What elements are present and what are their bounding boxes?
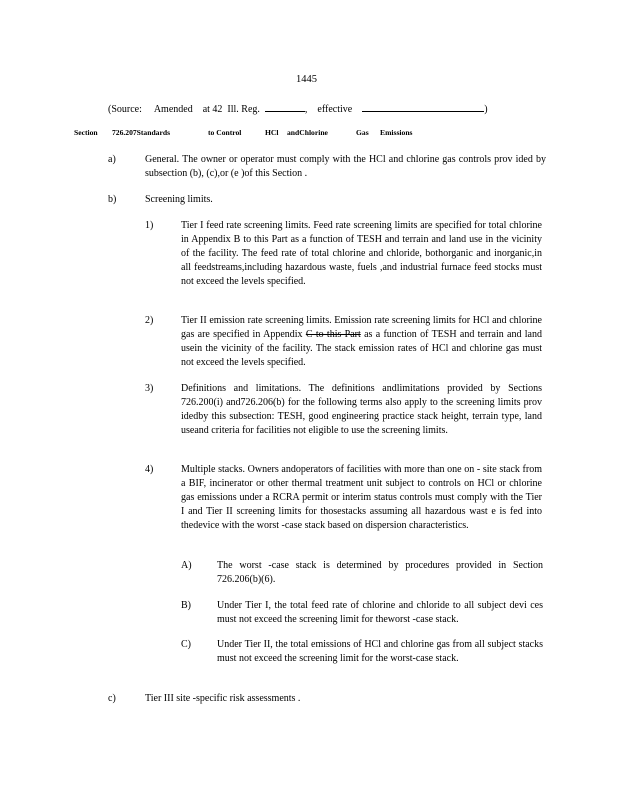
section-number-title: 726.207Standards xyxy=(112,128,171,137)
item-b4a-label: A) xyxy=(181,560,192,571)
register-blank xyxy=(265,101,305,112)
section-hcl: HCl xyxy=(265,128,279,137)
section-emissions: Emissions xyxy=(380,128,413,137)
item-a-text: General. The owner or operator must comply with the HCl and chlorine gas controls prov ided by subsection (b), (c),or (e )of this Section . xyxy=(145,154,546,179)
section-to-control: to Control xyxy=(208,128,242,137)
item-b2-text-after: as a function of TESH and terrain and land usein the vicinity of the facility. The stack emission rates of HCl and chlorine gas must not exceed the levels specified. xyxy=(181,329,542,368)
item-c-label: c) xyxy=(108,693,116,704)
effective-date-blank xyxy=(362,101,484,112)
section-word: Section xyxy=(74,128,98,137)
item-b2-text xyxy=(181,314,542,370)
source-note xyxy=(108,101,488,115)
item-b4b-text: Under Tier I, the total feed rate of chlorine and chloride to all subject devi ces must not exceed the screening limit for theworst -case stack. xyxy=(217,600,543,625)
item-b3-text: Definitions and limitations. The definitions andlimitations provided by Sections 726.200(i) and726.206(b) for the following terms also apply to the screening limits prov idedby this subsection: TESH, good engineering practice stack height, terrain type, land useand criteria for facilities not eligible to use the screening limits. xyxy=(181,383,542,436)
item-b2-text-before: Tier II emission rate screening limits. Emission rate screening limits for HCl and chlorine gas are specified in Appendix xyxy=(181,315,542,340)
item-b4a-text: The worst -case stack is determined by procedures provided in Section 726.206(b)(6). xyxy=(217,560,543,585)
section-gas: Gas xyxy=(356,128,369,137)
item-b-label: b) xyxy=(108,194,117,205)
item-b1-label: 1) xyxy=(145,220,154,231)
source-suffix: ) xyxy=(484,104,488,115)
item-b4-label: 4) xyxy=(145,464,154,475)
page-number: 1445 xyxy=(296,74,317,85)
source-prefix: (Source: Amended at 42 Ill. Reg. xyxy=(108,104,260,115)
item-b2-struck-text: C to this Part xyxy=(305,329,361,340)
item-b3-label: 3) xyxy=(145,383,154,394)
item-b4c-label: C) xyxy=(181,639,191,650)
item-c-text: Tier III site -specific risk assessments . xyxy=(145,693,301,704)
section-and-chlorine: andChlorine xyxy=(287,128,328,137)
item-a-label: a) xyxy=(108,154,116,165)
item-b-text: Screening limits. xyxy=(145,194,213,205)
item-b1-text: Tier I feed rate screening limits. Feed rate screening limits are specified for total chlorine in Appendix B to this Part as a function of TESH and terrain and land use in the vicinity of the facility. The feed rate of total chlorine and chloride, bothorganic and inorganic,in all feedstreams,including hazardous waste, fuels ,and industrial furnace feed stocks must not exceed the levels specified. xyxy=(181,220,542,287)
item-b4-text: Multiple stacks. Owners andoperators of facilities with more than one on - site stack from a BIF, incinerator or other thermal treatment unit subject to controls on HCl or chlorine gas emissions under a RCRA permit or interim status controls must comply with the Tier I and Tier II screening limits for thosestacks assuming all hazardous wast e is fed into thedevice with the worst -case stack based on dispersion characteristics. xyxy=(181,464,542,531)
item-b4c-text: Under Tier II, the total emissions of HCl and chlorine gas from all subject stacks must not exceed the screening limit for the worst-case stack. xyxy=(217,639,543,664)
item-b4b-label: B) xyxy=(181,600,191,611)
source-mid: , effective xyxy=(304,104,353,115)
item-b2-label: 2) xyxy=(145,315,154,326)
